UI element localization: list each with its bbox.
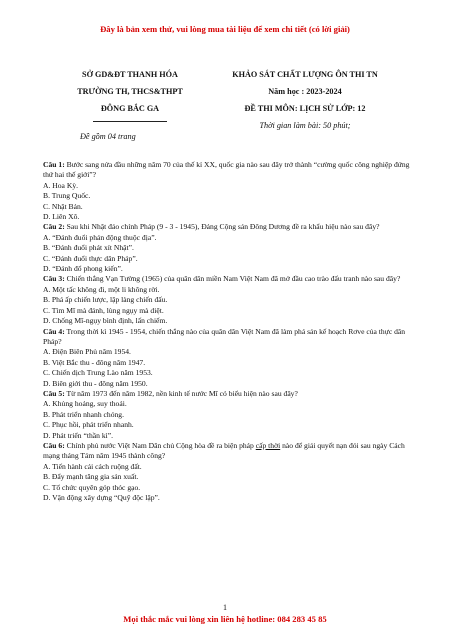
answer-option: A. Tiến hành cải cách ruộng đất.: [43, 461, 142, 471]
exam-subject: ĐỀ THI MÔN: LỊCH SỬ LỚP: 12: [244, 104, 366, 113]
question-text: Chính phủ nước Việt Nam Dân chủ Cộng hòa đề ra biện pháp: [64, 440, 256, 450]
answer-option: B. Đẩy mạnh tăng gia sản xuất.: [43, 472, 139, 482]
answer-option: B. Trung Quốc.: [43, 191, 91, 201]
answer-option: C. Phục hồi, phát triển nhanh.: [43, 420, 134, 430]
answer-option: A. Hoa Kỳ.: [43, 180, 79, 190]
answer-option: A. Khủng hoảng, suy thoái.: [43, 399, 127, 409]
question-label: Câu 6:: [43, 440, 65, 450]
answer-option: C. Tổ chức quyên góp thóc gạo.: [43, 482, 141, 492]
question: [43, 274, 413, 284]
question-label: Câu 3:: [43, 274, 65, 284]
answer-option: C. Nhật Bản.: [43, 201, 83, 211]
header-left: [55, 66, 205, 122]
school-year: Năm học : 2023-2024: [268, 87, 342, 96]
answer-option: D. Chống Mĩ-ngụy bình định, lấn chiếm.: [43, 316, 168, 326]
header-right: [200, 66, 410, 134]
question-label: Câu 4:: [43, 326, 65, 336]
question-text: Chiến thắng Vạn Tường (1965) của quân dân miền Nam Việt Nam đã mở đầu cao trào đấu tranh nào sau đây?: [64, 274, 401, 284]
question-text: Bước sang nửa đầu những năm 70 của thế kỉ XX, quốc gia nào sau đây trở thành “cường quốc công nghiệp đứng thứ hai thế giới”?: [43, 160, 410, 180]
question-text: Sau khi Nhật đảo chính Pháp (9 - 3 - 1945), Đảng Cộng sản Đông Dương đề ra khẩu hiệu nào sau đây?: [64, 222, 380, 232]
department-name: SỞ GD&ĐT THANH HÓA: [82, 70, 178, 79]
answer-option: D. Liên Xô.: [43, 212, 80, 222]
question-label: Câu 2:: [43, 222, 65, 232]
school-name: TRƯỜNG TH, THCS&THPT: [77, 87, 183, 96]
question-label: Câu 5:: [43, 388, 65, 398]
question: [43, 222, 413, 232]
hotline-footer: Mọi thắc mắc vui lòng xin liên hệ hotline: 084 283 45 85: [123, 614, 327, 624]
answer-option: B. “Đánh đuổi phát xít Nhật”.: [43, 243, 134, 253]
header-divider: [93, 121, 167, 122]
question-text: Từ năm 1973 đến năm 1982, nền kinh tế nước Mĩ có biểu hiện nào sau đây?: [64, 388, 298, 398]
answer-option: B. Phát triển nhanh chóng.: [43, 409, 124, 419]
question: [43, 441, 413, 462]
answer-option: D. Biên giới thu - đông năm 1950.: [43, 378, 148, 388]
question-text-underlined: cấp thời: [255, 440, 281, 450]
answer-option: D. Phát triển “thần kì”.: [43, 430, 114, 440]
answer-option: C. Tìm Mĩ mà đánh, lùng ngụy mà diệt.: [43, 305, 164, 315]
question-text: Trong thời kì 1945 - 1954, chiến thắng nào của quân dân Việt Nam đã làm phá sản kế hoạch Rơve của thực dân Pháp?: [43, 326, 406, 346]
answer-option: B. Phá ấp chiến lược, lập làng chiến đấu.: [43, 295, 168, 305]
answer-option: C. “Đánh đuổi thực dân Pháp”.: [43, 253, 138, 263]
exam-duration: Thời gian làm bài: 50 phút;: [259, 121, 351, 130]
answer-option: A. “Đánh đuổi phản động thuộc địa”.: [43, 232, 157, 242]
answer-option: D. “Đánh đổ phong kiến”.: [43, 264, 123, 274]
question: [43, 160, 413, 181]
answer-option: C. Chiến dịch Trung Lào năm 1953.: [43, 368, 153, 378]
page-count-note: Đề gồm 04 trang: [80, 132, 136, 141]
question: [43, 327, 413, 348]
page-number: 1: [223, 603, 227, 612]
question: [43, 389, 413, 399]
question-label: Câu 1:: [43, 160, 65, 169]
answer-option: B. Việt Bắc thu - đông năm 1947.: [43, 357, 146, 367]
answer-option: A. Một tấc không đi, một li không rời.: [43, 284, 160, 294]
question-text: nào để giải quyết nạn đói sau ngày Cách mạng tháng Tám năm 1945 thành công?: [43, 440, 405, 461]
answer-option: A. Điện Biên Phủ năm 1954.: [43, 347, 131, 357]
preview-banner: Đây là bản xem thử, vui lòng mua tài liệu để xem chi tiết (có lời giải): [100, 24, 350, 34]
question-list: [43, 160, 413, 503]
answer-option: D. Vận động xây dựng “Quỹ độc lập”.: [43, 493, 160, 502]
exam-title: KHẢO SÁT CHẤT LƯỢNG ÔN THI TN: [232, 70, 378, 79]
school-location: ĐÔNG BẮC GA: [100, 104, 160, 113]
